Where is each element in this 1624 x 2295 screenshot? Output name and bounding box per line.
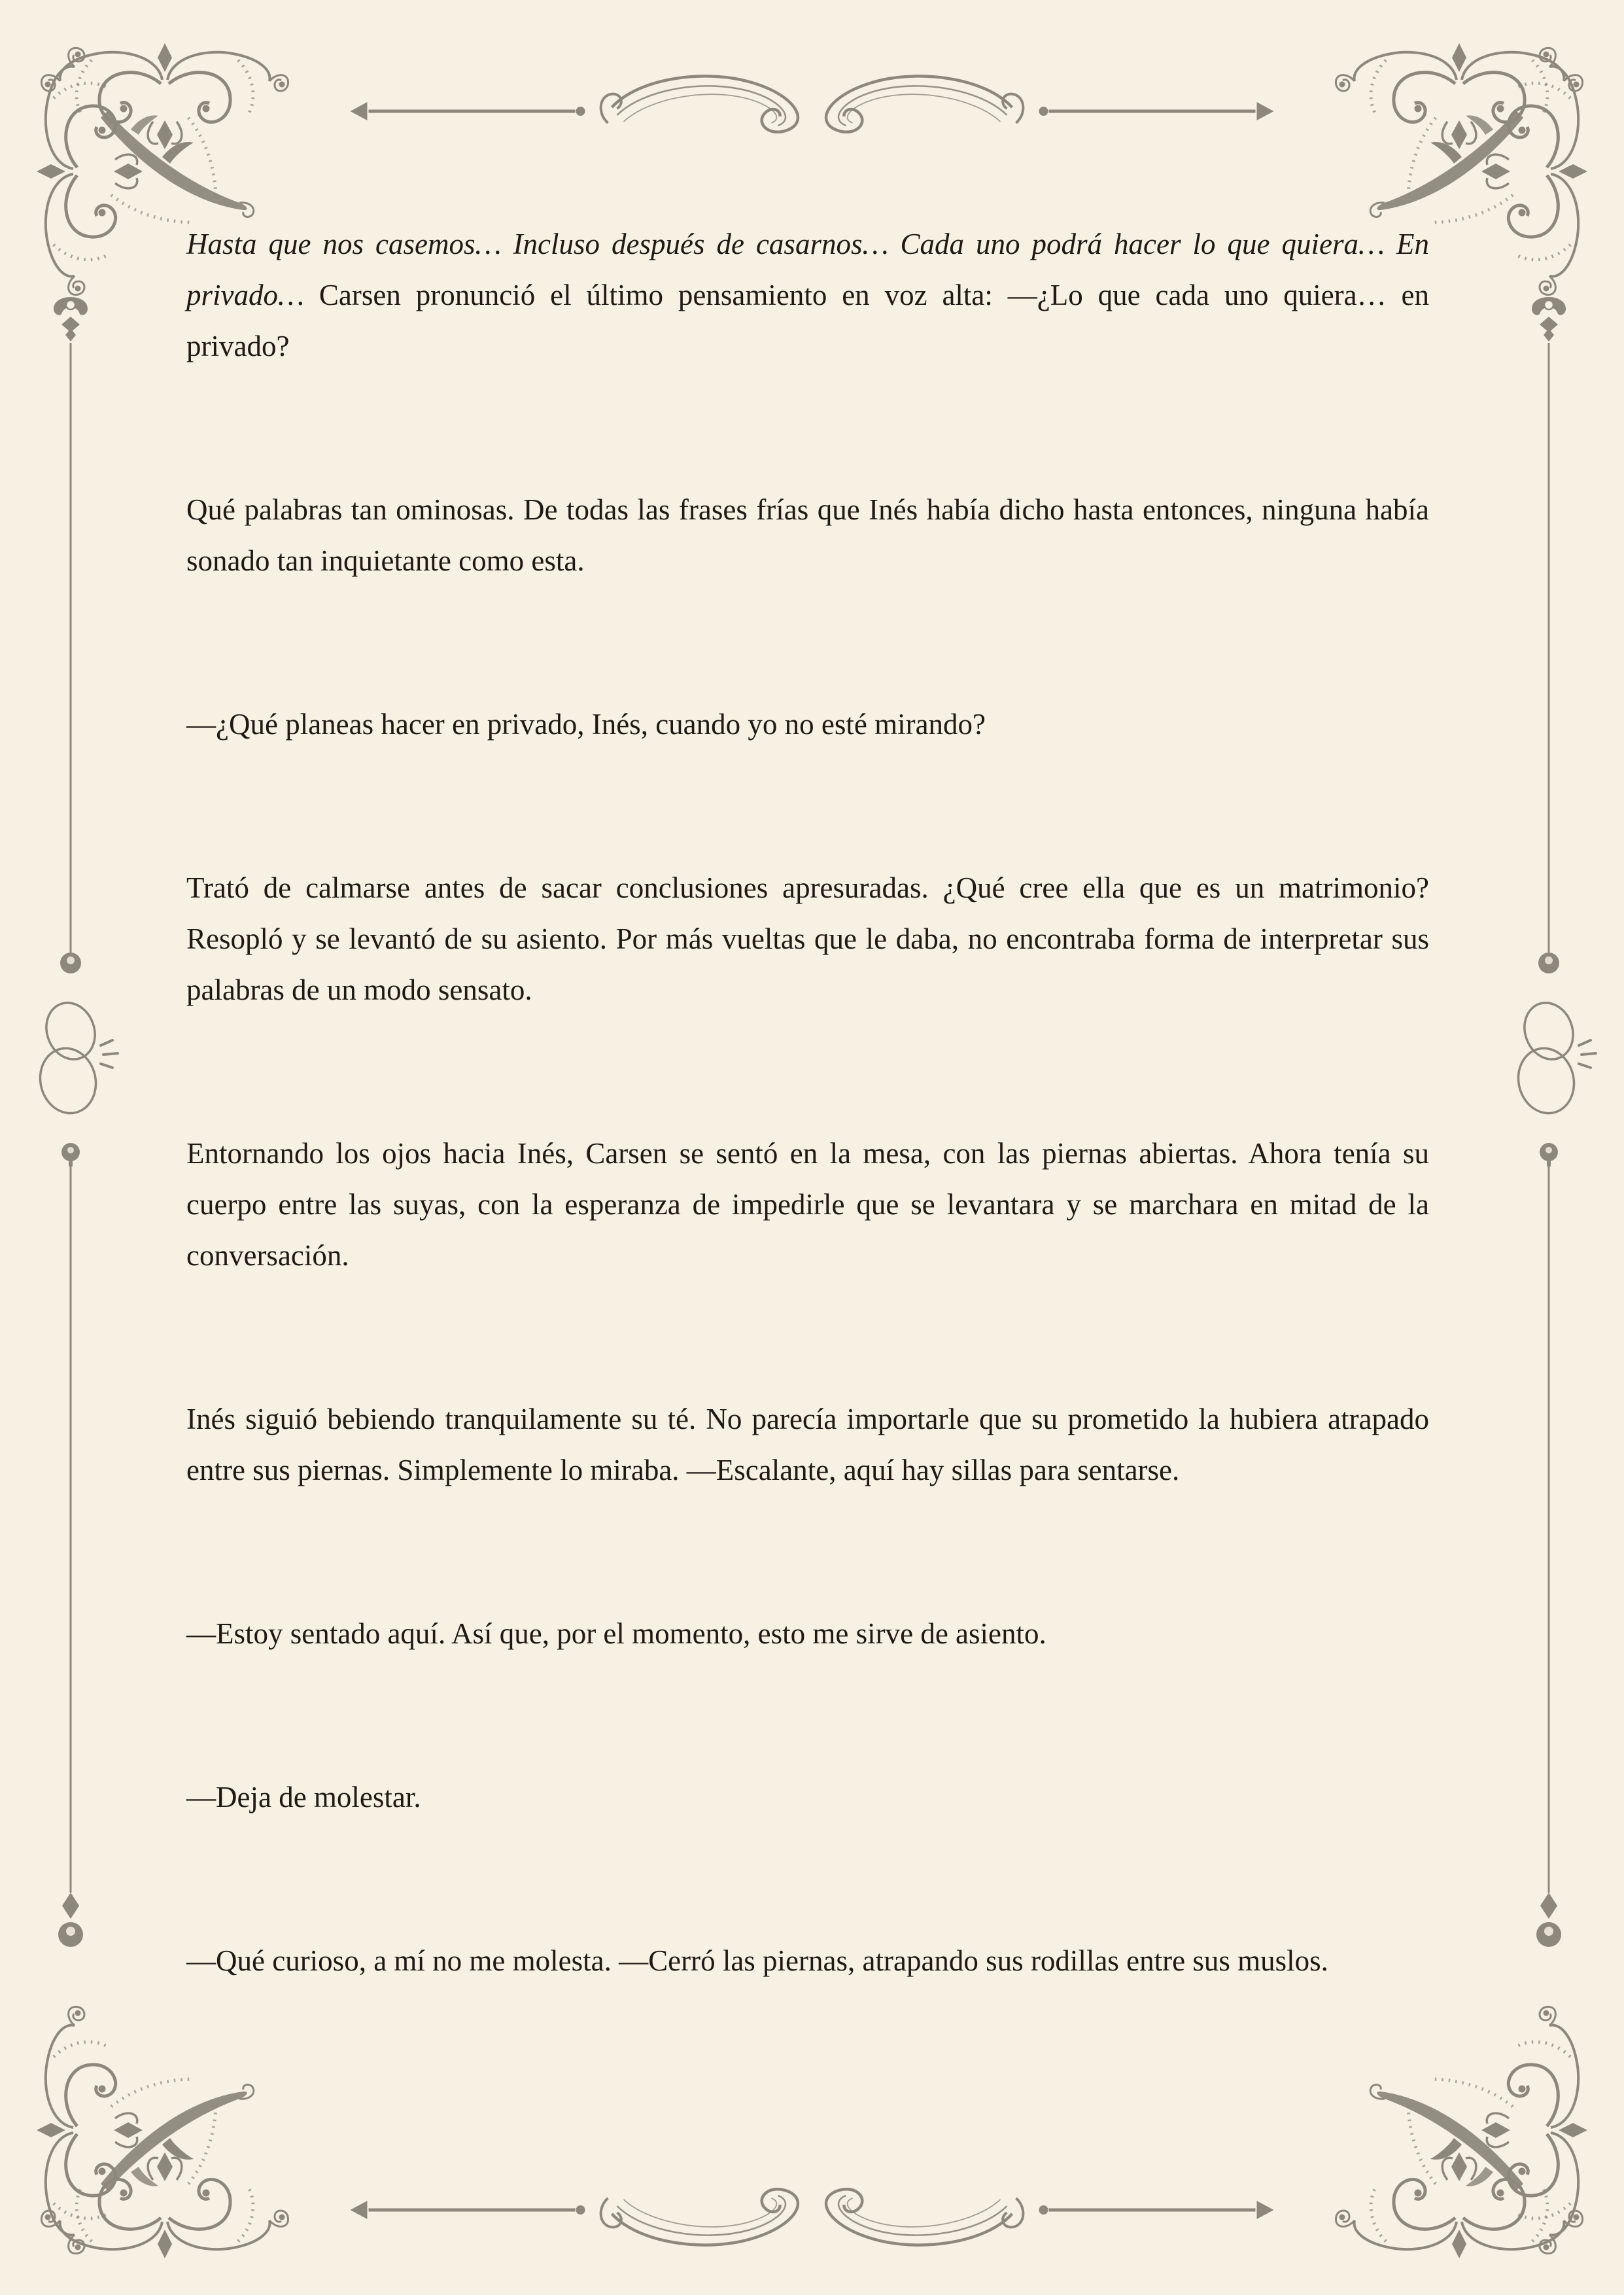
- left-upper-rod-ornament-icon: [51, 288, 90, 981]
- paragraph-text: —Deja de molestar.: [186, 1781, 421, 1813]
- paragraph: [186, 484, 1429, 586]
- paragraph-text: —¿Qué planeas hacer en privado, Inés, cuando yo no esté mirando?: [186, 708, 986, 741]
- paragraph-text: —Estoy sentado aquí. Así que, por el momento, esto me sirve de asiento.: [186, 1617, 1046, 1650]
- swirl-divider-top-icon: [347, 65, 1277, 157]
- left-lower-rod-ornament-icon: [51, 1142, 90, 1959]
- paragraph: [186, 1935, 1429, 1986]
- page-text: [186, 219, 1429, 2099]
- paragraph: [186, 1608, 1429, 1659]
- paragraph: [186, 219, 1429, 372]
- paragraph-text: —Qué curioso, a mí no me molesta. —Cerró las piernas, atrapando sus rodillas entre sus muslos.: [186, 1944, 1328, 1977]
- right-upper-rod-ornament-icon: [1529, 288, 1568, 981]
- paragraph-text: Inés siguió bebiendo tranquilamente su té. No parecía importarle que su prometido la hubiera atrapado entre sus piernas. Simplemente lo miraba. —Escalante, aquí hay sillas para sentarse.: [186, 1403, 1429, 1486]
- paragraph: [186, 699, 1429, 750]
- swirl-divider-bottom-icon: [347, 2164, 1277, 2256]
- paragraph-text: Trató de calmarse antes de sacar conclusiones apresuradas. ¿Qué cree ella que es un matrimonio? Resopló y se levantó de su asiento. Por más vueltas que le daba, no encontraba forma de interpretar sus palabras de un modo sensato.: [186, 871, 1429, 1006]
- paragraph: [186, 862, 1429, 1015]
- paragraph-text: Carsen pronunció el último pensamiento en voz alta: —¿Lo que cada uno quiera… en privado?: [186, 279, 1430, 362]
- paragraph: [186, 1128, 1429, 1281]
- left-figure-eight-flourish-icon: [33, 1000, 124, 1117]
- right-lower-rod-ornament-icon: [1529, 1142, 1568, 1959]
- paragraph: [186, 1772, 1429, 1823]
- paragraph-text: Qué palabras tan ominosas. De todas las frases frías que Inés había dicho hasta entonces, ninguna había sonado tan inquietante como esta.: [186, 493, 1429, 577]
- paragraph-text: Entornando los ojos hacia Inés, Carsen se sentó en la mesa, con las piernas abiertas. Ahora tenía su cuerpo entre las suyas, con la esperanza de impedirle que se levantara y se marchara en mitad de la conversación.: [186, 1137, 1429, 1272]
- right-figure-eight-flourish-icon: [1511, 1000, 1602, 1117]
- paragraph: [186, 1393, 1429, 1496]
- paragraph-text-italic: Hasta que nos casemos… Incluso después de casarnos… Cada uno podrá hacer lo que quiera… En privado…: [186, 228, 1429, 311]
